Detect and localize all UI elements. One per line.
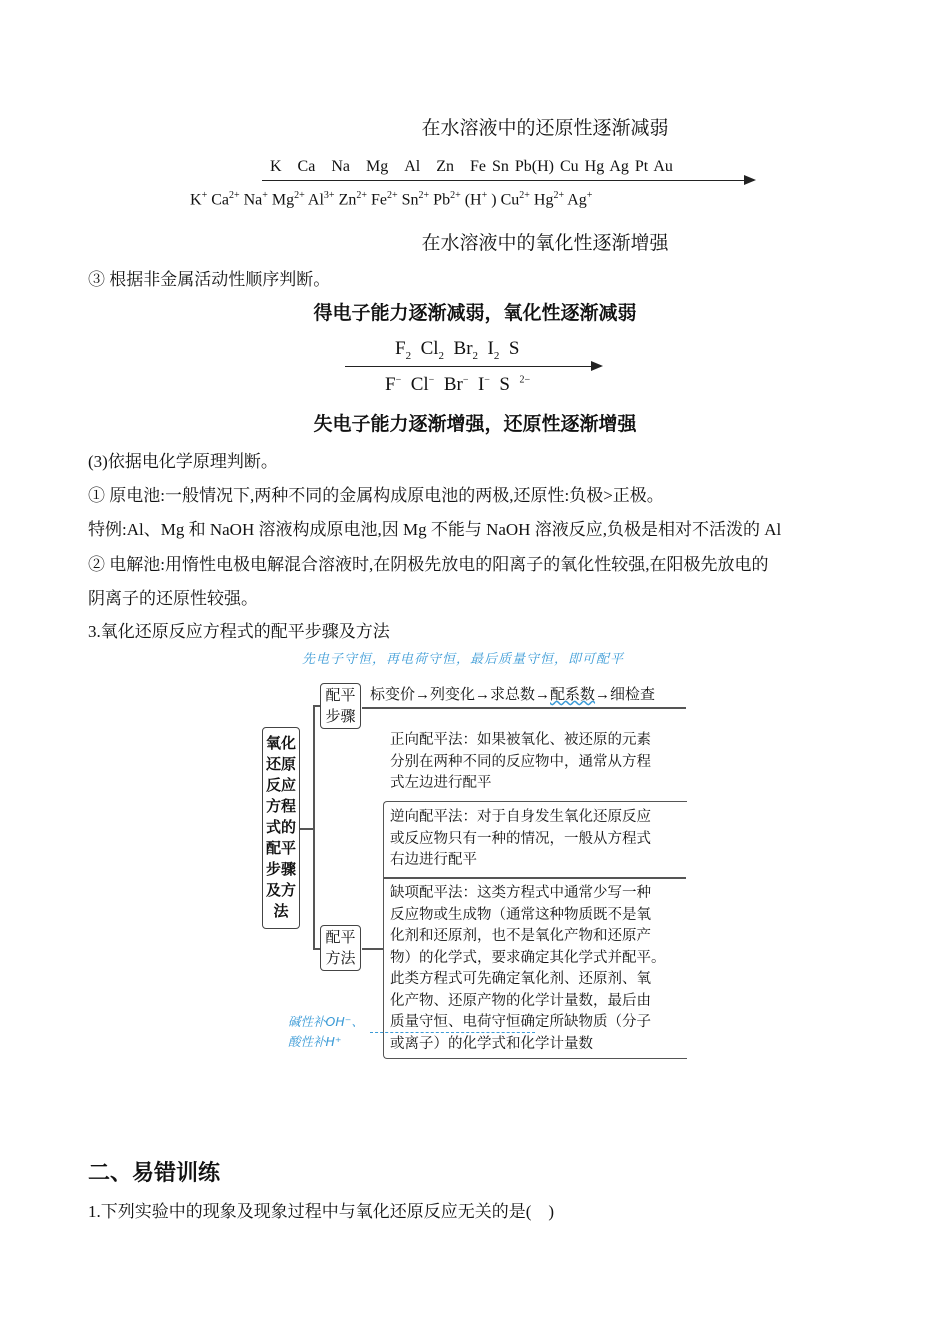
methods-box: 配平 方法: [320, 925, 361, 971]
main-topic-line: 及方: [265, 883, 296, 899]
symbol: I: [477, 374, 485, 395]
symbol: (H: [464, 191, 482, 209]
main-topic-box: [262, 727, 300, 929]
script: 2: [438, 349, 445, 362]
symbol: Na: [243, 191, 263, 209]
metal-activity-series: K Ca Na Mg Al Zn Fe Sn Pb(H) Cu Hg Ag Pt Au: [270, 158, 673, 175]
main-topic-line: 式的: [265, 820, 296, 836]
script: −: [484, 374, 490, 386]
script: +: [586, 190, 593, 201]
symbol: Cu: [500, 191, 520, 209]
ion-oxidizing-title: 在水溶液中的氧化性逐渐增强: [421, 233, 669, 254]
main-topic-line: 法: [273, 904, 289, 920]
halide-title: 失电子能力逐渐增强，还原性逐渐增强: [313, 414, 637, 435]
symbol: S: [508, 338, 520, 359]
script: −: [395, 374, 402, 386]
missing-method: 缺项配平法：这类方程式中通常少写一种 反应物或生成物（通常这种物质既不是氧 化剂和还原剂，也不是氧化产物和还原产 物）的化学式，要求确定其化学式并配平。 此类方程式可先确定氧化剂、还原剂、氧 化产物、还原产物的化学计量数，最后由 质量守恒、电荷守恒确定所缺物质（分子 或离子）的化学式和化学计量数: [390, 885, 666, 1052]
paragraph: ② 电解池:用惰性电极电解混合溶液时,在阴极先放电的阳离子的氧化性较强,在阳极先放电的: [88, 555, 769, 574]
section-heading: 二、易错训练: [88, 1160, 221, 1185]
symbol: Cl: [410, 374, 429, 395]
script: 2+: [356, 190, 367, 201]
steps-box: 配平 步骤: [320, 683, 361, 729]
symbol: Hg: [533, 191, 554, 209]
symbol: Cl: [420, 338, 439, 359]
main-topic-line: 配平: [265, 841, 296, 857]
symbol: Br: [443, 374, 463, 395]
script: 3+: [323, 190, 335, 201]
script: 2: [405, 349, 412, 362]
symbol: ): [491, 191, 497, 209]
paragraph: ③ 根据非金属活动性顺序判断。: [88, 270, 331, 289]
symbol: F: [395, 338, 406, 359]
script: +: [481, 190, 488, 201]
forward-method: 正向配平法：如果被氧化、被还原的元素 分别在两种不同的反应物中，通常从方程 式左边进行配平: [390, 732, 651, 791]
symbol: F: [385, 374, 396, 395]
symbol: Al: [307, 191, 324, 209]
main-topic-line: 步骤: [265, 862, 296, 878]
symbol: S: [499, 374, 510, 395]
metal-ion-series: [190, 190, 592, 209]
halogen-title: 得电子能力逐渐减弱，氧化性逐渐减弱: [313, 303, 637, 324]
symbol: Pb: [433, 191, 451, 209]
steps-text: 标变价→列变化→求总数→配系数→细检查: [370, 687, 656, 703]
symbol: Br: [453, 338, 473, 359]
paragraph: 特例:Al、Mg 和 NaOH 溶液构成原电池,因 Mg 不能与 NaOH 溶液反应,负极是相对不活泼的 Al: [88, 520, 782, 539]
main-topic-line: 反应: [265, 778, 296, 794]
arrow-right-icon: [262, 180, 754, 181]
note-top: 先电子守恒，再电荷守恒，最后质量守恒，即可配平: [302, 652, 625, 667]
script: 2+: [553, 190, 565, 201]
symbol: Ag: [567, 191, 587, 209]
script: 2: [472, 349, 479, 362]
paragraph: 3.氧化还原反应方程式的配平步骤及方法: [88, 622, 390, 641]
paragraph: (3)依据电化学原理判断。: [88, 452, 278, 471]
main-topic-line: 氧化: [265, 736, 296, 752]
script: 2+: [450, 190, 461, 201]
arrow-right-icon: [345, 366, 601, 367]
symbol: K: [190, 191, 202, 209]
symbol: Mg: [271, 191, 295, 209]
main-topic-line: 方程: [265, 799, 296, 815]
symbol: Sn: [401, 191, 419, 209]
symbol: I: [487, 338, 494, 359]
script: 2+: [418, 190, 430, 201]
script: −: [428, 374, 435, 386]
halogen-series: [395, 338, 529, 362]
paragraph: 阴离子的还原性较强。: [88, 589, 258, 608]
script: 2−: [519, 374, 531, 386]
script: 2: [493, 349, 500, 362]
script: −: [462, 374, 469, 386]
reverse-method: 逆向配平法：对于自身发生氧化还原反应 或反应物只有一种的情况，一般从方程式 右边进行配平: [390, 809, 651, 868]
script: 2+: [228, 190, 240, 201]
halide-series: [385, 374, 540, 396]
symbol: Fe: [370, 191, 387, 209]
main-topic-line: 还原: [265, 757, 296, 773]
symbol: Zn: [338, 191, 357, 209]
script: 2+: [386, 190, 398, 201]
script: 2+: [294, 190, 305, 201]
metal-reducing-title: 在水溶液中的还原性逐渐减弱: [421, 118, 669, 139]
note-left: 碱性补OH⁻、 酸性补H⁺: [288, 1014, 364, 1049]
question: 1.下列实验中的现象及现象过程中与氧化还原反应无关的是( ): [88, 1202, 555, 1221]
script: 2+: [519, 190, 530, 201]
script: +: [262, 190, 268, 201]
script: +: [201, 190, 208, 201]
symbol: Ca: [211, 191, 229, 209]
paragraph: ① 原电池:一般情况下,两种不同的金属构成原电池的两极,还原性:负极>正极。: [88, 486, 664, 505]
